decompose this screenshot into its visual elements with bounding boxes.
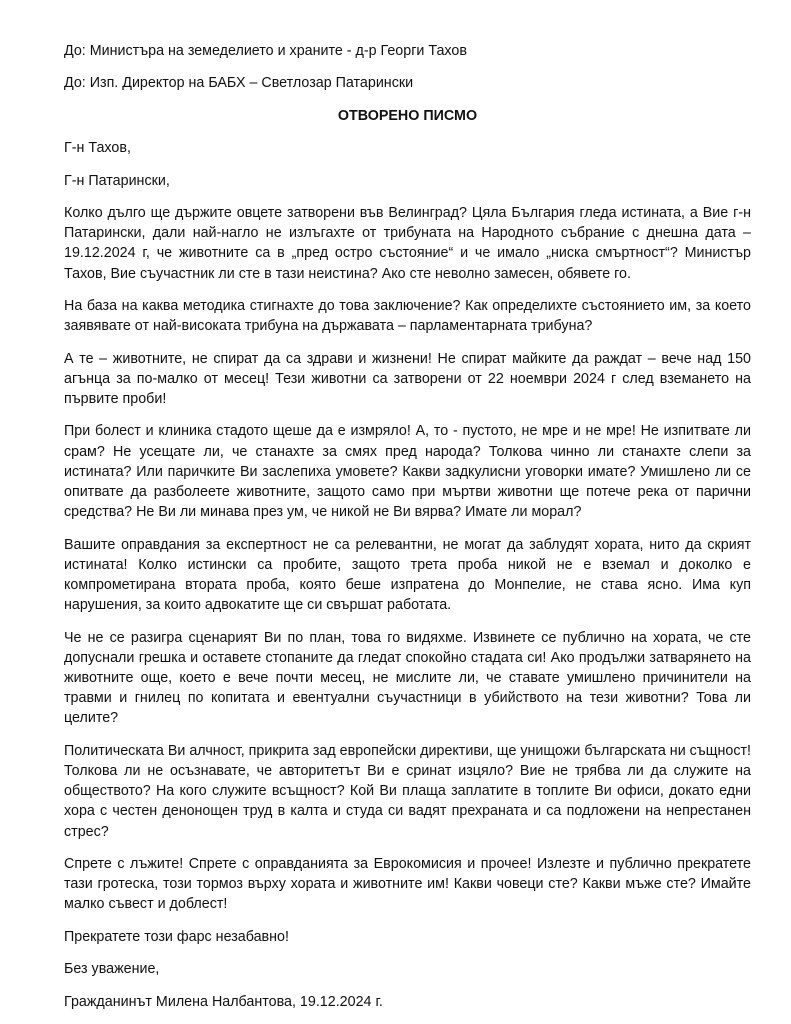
body-paragraph: А те – животните, не спират да са здрави и жизнени! Не спират майките да раждат – вече над 150 агънца за по-малко от месец! Тези животни са затворени от 22 ноември 2024 г след вземането на първите проби! xyxy=(64,350,751,407)
body-paragraph: Спрете с лъжите! Спрете с оправданията за Еврокомисия и прочее! Излезте и публично прекратете тази гротеска, този тормоз върху хората и животните им! Какви човеци сте? Какви мъже сте? Имайте малко съвест и доблест! xyxy=(64,855,751,913)
body-paragraph: Вашите оправдания за експертност не са релевантни, не могат да заблудят хората, нито да скрият истината! Колко истински са пробите, защото трета проба никой не е вземал и доколко е компрометирана втората проба, която беше изпратена до Монпелие, не става ясно. Има куп нарушения, за които адвокатите ще си свършат работата. xyxy=(64,536,751,614)
body-paragraph: На база на каква методика стигнахте до това заключение? Как определихте състоянието им, за което заявявате от най-високата трибуна на държавата – парламентарната трибуна? xyxy=(64,297,751,335)
recipient-director: До: Изп. Директор на БАБХ – Светлозар Патарински xyxy=(64,75,414,92)
body-paragraph: Колко дълго ще държите овцете затворени във Велинград? Цяла България гледа истината, а Вие г-н Патарински, дали най-нагло не излъгахте от трибуната на Народното събрание с днешна дата – 19.12.2024 г, че животните са в „пред остро състояние“ и че имало „ниска смъртност“? Министър Тахов, Вие съучастник ли сте в тази неистина? Ако сте неволно замесен, обявете го. xyxy=(64,204,751,282)
letter-title: ОТВОРЕНО ПИСМО xyxy=(337,107,478,124)
salutation-minister: Г-н Тахов, xyxy=(64,140,131,157)
signature: Гражданинът Милена Налбантова, 19.12.2024 г. xyxy=(64,993,383,1010)
salutation-director: Г-н Патарински, xyxy=(64,172,170,189)
closing: Без уважение, xyxy=(64,961,160,978)
closing-demand: Прекратете този фарс незабавно! xyxy=(64,928,289,945)
body-paragraph: Политическата Ви алчност, прикрита зад европейски директиви, ще унищожи българската ни същност! Толкова ли не осъзнавате, че авторитетът Ви е сринат изцяло? Вие не трябва ли да служите на обществото? На кого служите всъщност? Кой Ви плаща заплатите в топлите Ви офиси, докато едни хора с честен денонощен труд в калта и студа си вадят прехраната и са подложени на непрестанен стрес? xyxy=(64,742,752,840)
letter-page xyxy=(64,41,751,1024)
body-paragraph: При болест и клиника стадото щеше да е измряло! А, то - пустото, не мре и не мре! Не изпитвате ли срам? Не усещате ли, че станахте за смях пред народа? Толкова чинно ли станахте слепи за истината? Или паричките Ви заслепиха умовете? Какви задкулисни уговорки имате? Умишлено ли се опитвате да разболеете животните, защото само при мъртви животни ще потече река от парични средства? Не Ви ли минава през ум, че никой не Ви вярва? Имате ли морал? xyxy=(64,423,751,521)
recipient-minister: До: Министъра на земеделието и храните - д-р Георги Тахов xyxy=(64,43,467,59)
body-paragraph: Че не се разигра сценарият Ви по план, това го видяхме. Извинете се публично на хората, че сте допуснали грешка и оставете стопаните да гледат спокойно стадата си! Ако продължи затварянето на животните още, което е вече почти месец, не мислите ли, че ставате умишлено причинители на травми и гнилец по копитата и евентуални съучастници в убийството на тези животни? Това ли целите? xyxy=(64,629,751,727)
